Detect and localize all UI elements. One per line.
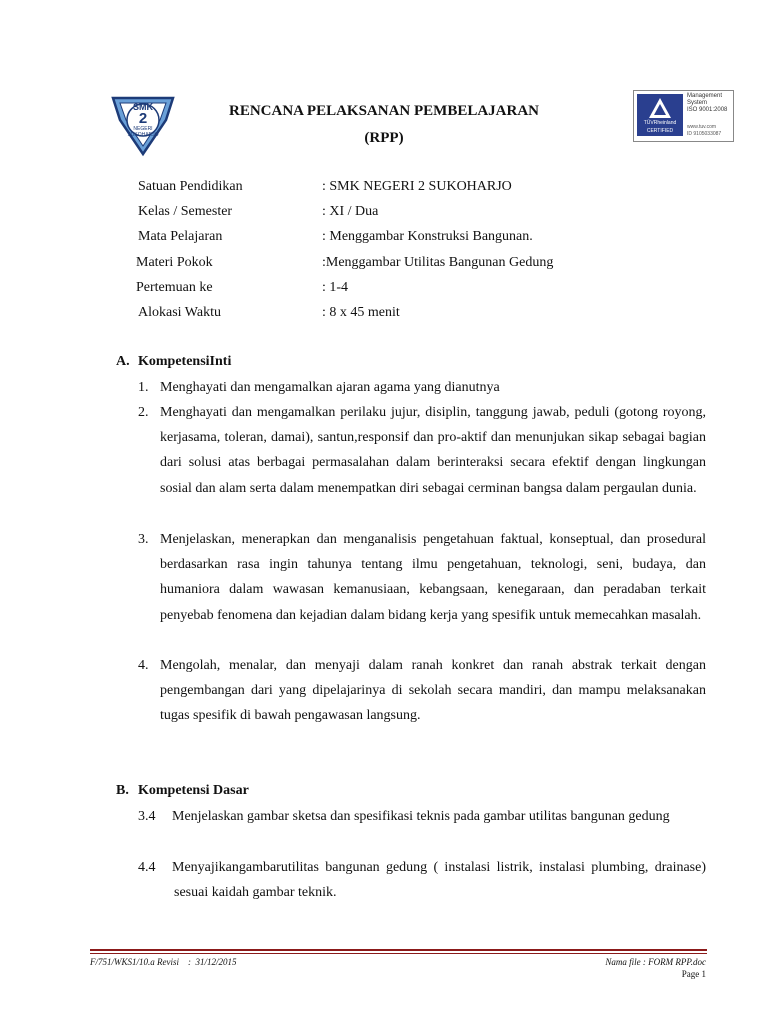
info-label: Kelas / Semester xyxy=(138,204,233,219)
info-label: Alokasi Waktu xyxy=(138,305,221,320)
section-a-title: KompetensiInti xyxy=(138,354,232,369)
info-value: :Menggambar Utilitas Bangunan Gedung xyxy=(322,255,554,270)
ki-number: 4. xyxy=(138,658,149,673)
document-title: RENCANA PELAKSANAN PEMBELAJARAN xyxy=(228,103,540,119)
kd-item-text: Menyajikangambarutilitas bangunan gedung ( instalasi listrik, instalasi plumbing, drainase) sesuai kaidah gambar teknik. xyxy=(172,860,706,901)
certification-badge xyxy=(633,90,734,142)
ki-item-text: Mengolah, menalar, dan menyaji dalam ranah konkret dan ranah abstrak terkait dengan pengembangan dari yang dipelajarinya di sekolah secara mandiri, dan mampu melaksanakan tugas spesifik di bawah pengawasan langsung. xyxy=(160,658,706,724)
info-value: : XI / Dua xyxy=(322,204,379,219)
info-label: Mata Pelajaran xyxy=(138,229,223,244)
kd-number: 4.4 xyxy=(138,860,156,875)
cert-system-line3: ISO 9001:2008 xyxy=(687,107,728,113)
info-label: Satuan Pendidikan xyxy=(138,179,243,194)
logo-text-number: 2 xyxy=(138,110,148,127)
ki-item-text: Menghayati dan mengamalkan perilaku jujur, disiplin, tanggung jawab, peduli (gotong royong, kerjasama, toleran, damai), santun,responsif dan pro-aktif dan menunjukan sikap sebagai bagian dari solusi atas berbagai permasalahan dalam berinteraksi secara efektif dengan lingkungan sosial dan alam serta dalam menempatkan diri sebagai cerminan bangsa dalam pergaulan dunia. xyxy=(160,405,706,496)
kd-item-text: Menjelaskan gambar sketsa dan spesifikasi teknis pada gambar utilitas bangunan gedung xyxy=(172,809,670,824)
document-subtitle: (RPP) xyxy=(364,130,404,146)
info-value: : 1-4 xyxy=(322,280,349,295)
ki-item-text: Menjelaskan, menerapkan dan menganalisis pengetahuan faktual, konseptual, dan prosedural berdasarkan rasa ingin tahunya tentang ilmu pengetahuan, teknologi, seni, budaya, dan humaniora dalam wawasan kemanusiaan, kebangsaan, kenegaraan, dan peradaban terkait penyebab fenomena dan kejadian dalam bidang kerja yang spesifik untuk memecahkan masalah. xyxy=(160,532,706,623)
logo-text-city: SUKOHARJO xyxy=(127,132,159,138)
footer-filename: Nama file : FORM RPP.doc xyxy=(605,957,706,967)
ki-number: 3. xyxy=(138,532,149,547)
cert-system-line2: System xyxy=(687,100,708,106)
footer-revision: F/751/WKS1/10.a Revisi : 31/12/2015 xyxy=(90,957,237,967)
info-label: Materi Pokok xyxy=(136,255,213,270)
triangle-icon xyxy=(637,94,683,122)
info-value: : 8 x 45 menit xyxy=(322,305,400,320)
section-b-title: Kompetensi Dasar xyxy=(138,783,249,798)
tuv-certified: CERTIFIED xyxy=(646,128,674,134)
kd-number: 3.4 xyxy=(138,809,156,824)
cert-url: www.tuv.com xyxy=(687,124,717,130)
logo-text-negeri: NEGERI xyxy=(133,126,153,132)
footer-rule-thin xyxy=(90,953,707,954)
cert-system-line1: Management xyxy=(687,93,723,99)
footer-page-number: Page 1 xyxy=(681,969,706,979)
info-label: Pertemuan ke xyxy=(136,280,213,295)
section-a-letter: A. xyxy=(116,354,130,369)
ki-item-text: Menghayati dan mengamalkan ajaran agama yang dianutnya xyxy=(160,380,500,395)
footer-rule xyxy=(90,949,707,951)
section-b-letter: B. xyxy=(116,783,129,798)
info-value: : SMK NEGERI 2 SUKOHARJO xyxy=(322,179,512,194)
info-value: : Menggambar Konstruksi Bangunan. xyxy=(322,229,533,244)
tuv-mark xyxy=(637,94,683,136)
logo-text-smk: SMK xyxy=(133,102,153,112)
tuv-brand: TÜVRheinland xyxy=(643,120,677,126)
school-logo xyxy=(110,92,176,158)
cert-id: ID 9105033087 xyxy=(687,131,722,137)
ki-number: 2. xyxy=(138,405,149,420)
ki-number: 1. xyxy=(138,380,149,395)
